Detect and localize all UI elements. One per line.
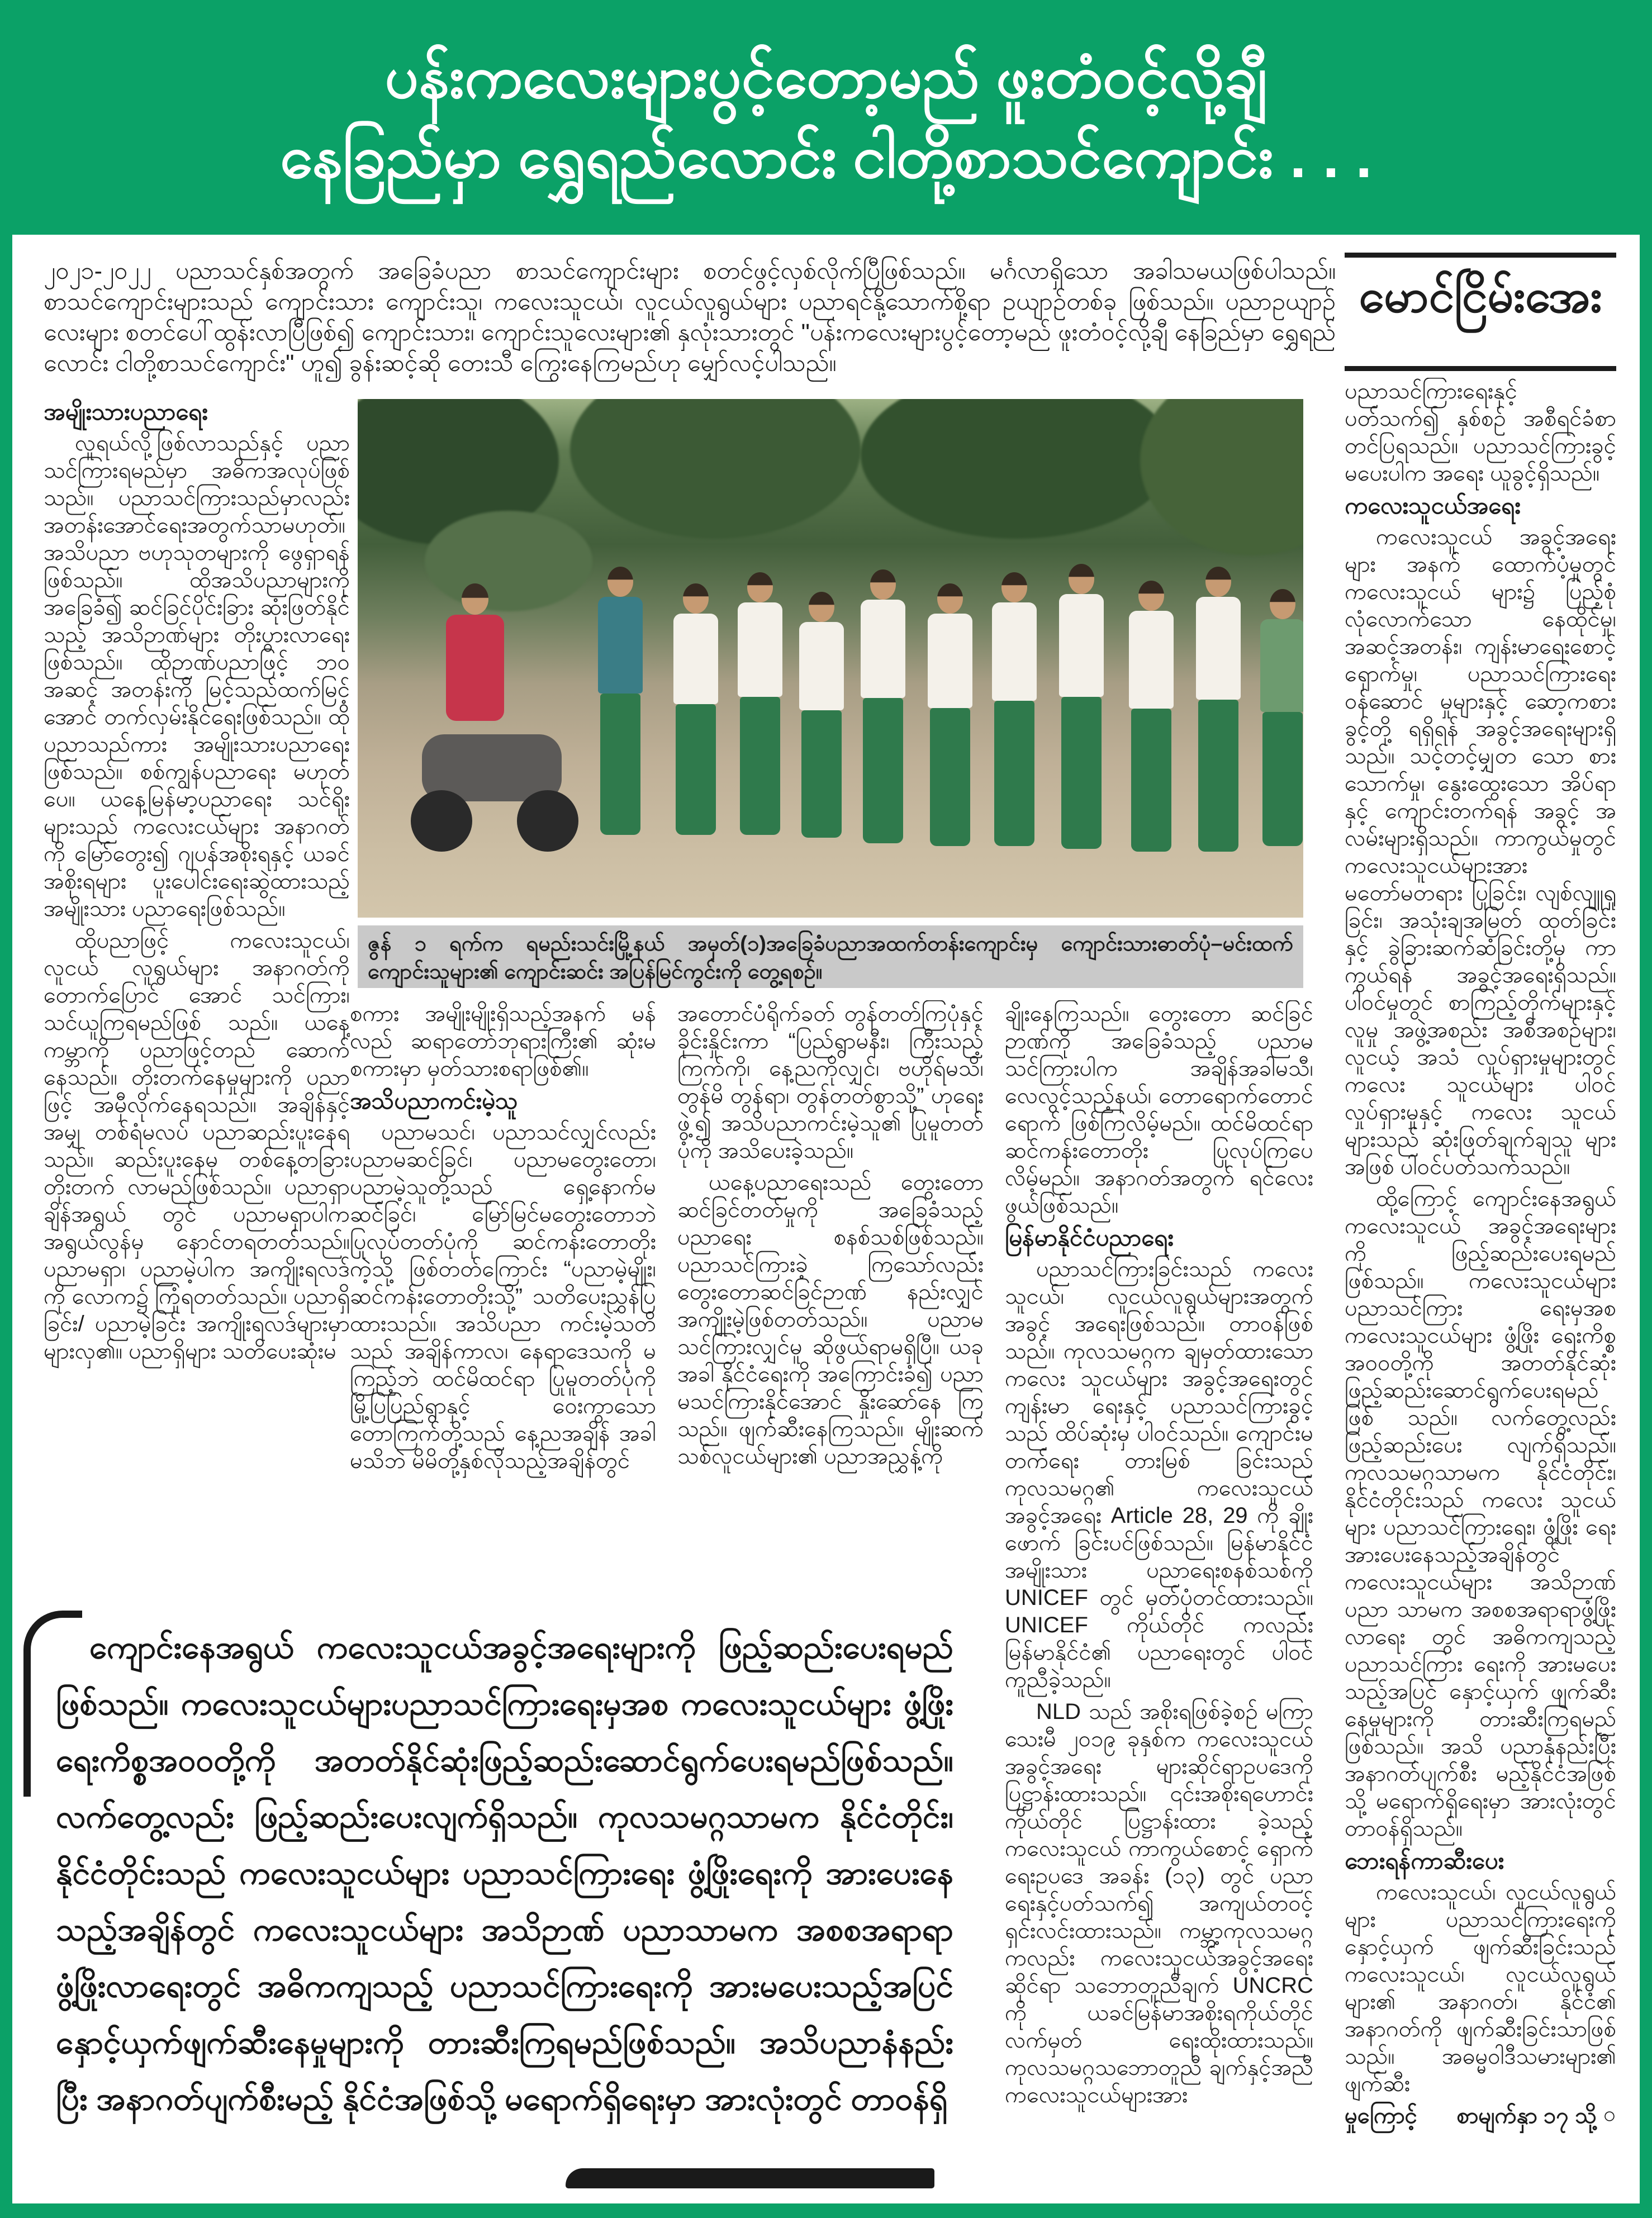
rider-red-dress	[446, 615, 504, 721]
body-column-3	[677, 1000, 984, 1597]
rider-head	[462, 583, 488, 615]
page-border-right	[1640, 0, 1652, 2218]
column2-paragraph-2: ပညာမသင်၊ ပညာသင်လျှင်လည်း ပညာမဆင်ခြင်၊ ပညာမတွေးတော၊ ပညာမဲ့သူတို့သည် ရှေ့နောက်မဆင်ခြင်၊ မြော်မြင်မတွေးတောဘဲ ပြုလုပ်တတ်ပုံကို ဆင်ကန်းတောတိုးကဲ့သို့ ဖြစ်တတ်ကြောင်း “ပညာမဲ့မျိုး၊ ဆင်ကန်းတောတိုးသို့” သတိပေးညွှန်ပြထားသည်။ အသိပညာ ကင်းမဲ့သတိသည် အချိန်ကာလ၊ နေရာဒေသကို မကြည့်ဘဲ ထင်မိထင်ရာ ပြုမူတတ်ပုံကို မြို့ပြပြည်ရွာနှင့် ဝေးကွာသော တောကြက်တို့သည် နေ့ညအချိန် အခါမသိဘဲ မိမိတို့နှစ်လိုသည့်အချိန်တွင်	[350, 1120, 656, 1473]
column4-paragraph-3: NLD သည် အစိုးရဖြစ်ခဲ့စဉ် မကြာသေးမီ ၂၀၁၉ ခုနှစ်က ကလေးသူငယ်အခွင့်အရေး များဆိုင်ရာဥပဒေကို ပြဋ္ဌာန်းထားသည်။ ၎င်းအစိုးရဟောင်းကိုယ်တိုင် ပြဋ္ဌာန်းထား ခဲ့သည့် ကလေးသူငယ် ကာကွယ်စောင့် ရှောက်ရေးဥပဒေ အခန်း (၁၃) တွင် ပညာ ရေးနှင့်ပတ်သက်၍ အကျယ်တဝင့် ရှင်းလင်းထားသည်။ ကမ္ဘာ့ကုလသမဂ္ဂ ကလည်း ကလေးသူငယ်အခွင့်အရေး ဆိုင်ရာ သဘောတူညီချက် UNCRC ကို ယခင်မြန်မာအစိုးရကိုယ်တိုင် လက်မှတ် ရေးထိုးထားသည်။ ကုလသမဂ္ဂသဘောတူညီ ချက်နှင့်အညီ ကလေးသူငယ်များအား	[1005, 1699, 1313, 2107]
student-figure	[738, 572, 782, 835]
pull-quote-text: ကျောင်းနေအရွယ် ကလေးသူငယ်အခွင့်အရေးများကို ဖြည့်ဆည်းပေးရမည်ဖြစ်သည်။ ကလေးသူငယ်များပညာသင်ကြားရေးမှအစ ကလေးသူငယ်များ ဖွံ့ဖြိုးရေးကိစ္စအဝဝတို့ကို အတတ်နိုင်ဆုံးဖြည့်ဆည်းဆောင်ရွက်ပေးရမည်ဖြစ်သည်။ လက်တွေ့လည်း ဖြည့်ဆည်းပေးလျက်ရှိသည်။ ကုလသမဂ္ဂသာမက နိုင်ငံတိုင်း၊ နိုင်ငံတိုင်းသည် ကလေးသူငယ်များ ပညာသင်ကြားရေး ဖွံ့ဖြိုးရေးကို အားပေးနေသည့်အချိန်တွင် ကလေးသူငယ်များ အသိဉာဏ် ပညာသာမက အစစအရာရာဖွံ့ဖြိုးလာရေးတွင် အဓိကကျသည့် ပညာသင်ကြားရေးကို အားမပေးသည့်အပြင် နှောင့်ယှက်ဖျက်ဆီးနေမှုများကို တားဆီးကြရမည်ဖြစ်သည်။ အသိပညာနံနည်းပြီး အနာဂတ်ပျက်စီးမည့် နိုင်ငံအဖြစ်သို့ မရောက်ရှိရေးမှာ အားလုံးတွင် တာဝန်ရှိ	[56, 1630, 953, 2117]
pull-quote-box	[23, 1605, 974, 2204]
end-of-article-mark: ○	[1602, 2103, 1616, 2128]
page-border-left	[0, 0, 12, 2218]
jump-right-text: စာမျက်နှာ ၁၇ သို့	[1456, 2103, 1597, 2128]
student-figure	[799, 592, 844, 838]
left-column-paragraph-1: လူရယ်လို့ဖြစ်လာသည်နှင့် ပညာ သင်ကြားရမည်မှာ အဓိကအလုပ်ဖြစ် သည်။ ပညာသင်ကြားသည်မှာလည်း အတန်းအောင်ရေးအတွက်သာမဟုတ်။ အသိပညာ ဗဟုသုတများကို ဖွေရှာရန် ဖြစ်သည်။ ထိုအသိပညာများကို အခြေခံ၍ ဆင်ခြင်ပိုင်းခြား ဆုံးဖြတ်နိုင်သည့် အသိဉာဏ်များ တိုးပွားလာရေးဖြစ်သည်။ ထိုဉာဏ်ပညာဖြင့် ဘဝအဆင့် အတန်းကို မြင့်သည်ထက်မြင့်အောင် တက်လှမ်းနိုင်ရေးဖြစ်သည်။ ထိုပညာသည်ကား အမျိုးသားပညာရေးဖြစ်သည်။ စစ်ကျွန်ပညာရေး မဟုတ်ပေ။ ယနေ့မြန်မာ့ပညာရေး သင်ရိုးများသည် ကလေးငယ်များ အနာဂတ်ကို မြော်တွေး၍ ဂျပန်အစိုးရနှင့် ယခင်အစိုးရများ ပူးပေါင်းရေးဆွဲထားသည့် အမျိုးသား ပညာရေးဖြစ်သည်။	[44, 431, 350, 921]
section-heading-myanmar-education: မြန်မာနိုင်ငံပညာရေး	[1005, 1224, 1174, 1251]
body-column-2	[350, 1000, 656, 1597]
masthead	[0, 0, 1652, 235]
student-figure	[1129, 581, 1174, 852]
left-column	[44, 395, 350, 1596]
student-figure	[928, 583, 972, 846]
page-border-bottom	[0, 2203, 1652, 2218]
column3-paragraph-1: အတောင်ပံရိုက်ခတ် တွန်တတ်ကြပုံနှင့် ခိုင်းနှိုင်းကာ “ပြည်ရွာမနီး၊ ကြီးသည့် ကြက်ကို၊ နေ့ညကိုလျှင်၊ ဗဟိုရ်မသိ၊ တွန်မိ တွန်ရာ၊ တွန်တတ်စွာသို့” ဟုရေးဖွဲ့၍ အသိပညာကင်းမဲ့သူ၏ ပြုမူတတ်ပုံကို အသိပေးခဲ့သည်။	[677, 1001, 984, 1163]
column2-paragraph-1: စကား အမျိုးမျိုးရှိသည့်အနက် မန်လည် ဆရာတော်ဘုရားကြီး၏ ဆုံးမစကားမှာ မှတ်သားစရာဖြစ်၏။	[350, 1001, 656, 1081]
body-column-4	[1005, 1000, 1313, 2207]
student-figure	[1260, 589, 1303, 846]
right-column	[1345, 378, 1616, 2205]
headline-line-2: နေခြည်မှာ ရွှေရည်လောင်း ငါတို့စာသင်ကျောင်း . . .	[279, 124, 1373, 190]
student-figure	[861, 569, 905, 843]
motorbike-wheel	[411, 790, 472, 852]
jump-left-text: မှုကြောင့်	[1345, 2103, 1417, 2128]
left-column-paragraph-2: ထိုပညာဖြင့် ကလေးသူငယ်၊ လူငယ် လူရွယ်များ အနာဂတ်ကို တောက်ပြောင် အောင် သင်ကြား၊ သင်ယူကြရမည်ဖြစ် သည်။ ယနေ့ကမ္ဘာကို ပညာဖြင့်တည် ဆောက်နေသည်။ တိုးတက်နေမှုများကို ပညာဖြင့် အမှီလိုက်နေရသည်။ အချိန်နှင့်အမျှ တစ်ရံမလပ် ပညာဆည်းပူးနေရသည်။ ဆည်းပူးနေမှ တစ်နေ့တခြား တိုးတက် လာမည်ဖြစ်သည်။ ပညာရှာချိန်အရွယ် တွင် ပညာမရှာပါက အရွယ်လွန်မှ နောင်တရတတ်သည်။ ပညာမရှာ၊ ပညာမဲ့ပါက အကျိုးရလဒ်ကို လောက၌ ကြုံရတတ်သည်။ ပညာရှိခြင်း/ ပညာမဲ့ခြင်း အကျိုးရလဒ်များမှာ များလှ၏။ ပညာရှိများ သတိပေးဆုံးမ	[44, 928, 350, 1364]
column3-paragraph-2: ယနေ့ပညာရေးသည် တွေးတော ဆင်ခြင်တတ်မှုကို အခြေခံသည့် ပညာရေး စနစ်သစ်ဖြစ်သည်။ ပညာသင်ကြားခဲ့ ကြသော်လည်း တွေးတောဆင်ခြင်ဉာဏ် နည်းလျှင် အကျိုးမဲ့ဖြစ်တတ်သည်။ ပညာမသင်ကြားလျှင်မူ ဆိုဖွယ်ရာမရှိပြီ။ ယခုအခါ နိုင်ငံရေးကို အကြောင်းခံ၍ ပညာမသင်ကြားနိုင်အောင် နှိုးဆော်နေ ကြသည်။ ဖျက်ဆီးနေကြသည်။ မျိုးဆက် သစ်လူငယ်များ၏ ပညာအညွှန့်ကို	[677, 1170, 984, 1469]
section-heading-national-education: အမျိုးသားပညာရေး	[44, 398, 208, 425]
intro-paragraph: ၂၀၂၁-၂၀၂၂ ပညာသင်နှစ်အတွက် အခြေခံပညာ စာသင်ကျောင်းများ စတင်ဖွင့်လှစ်လိုက်ပြီဖြစ်သည်။ မင်္ဂလာရှိသော အခါသမယဖြစ်ပါသည်။ စာသင်ကျောင်းများသည် ကျောင်းသား ကျောင်းသူ၊ ကလေးသူငယ်၊ လူငယ်လူရွယ်များ ပညာရင်နို့သောက်စို့ရာ ဥယျာဉ်တစ်ခု ဖြစ်သည်။ ပညာဥယျာဉ်လေးများ စတင်ပေါ်ထွန်းလာပြီဖြစ်၍ ကျောင်းသား၊ ကျောင်းသူလေးများ၏ နှလုံးသားတွင် "ပန်းကလေးများပွင့်တော့မည် ဖူးတံဝင့်လို့ချီ နေခြည်မှာ ရွှေရည်လောင်း ငါတို့စာသင်ကျောင်း" ဟူ၍ ခွန်းဆင့်ဆို တေးသီ ကြွေးနေကြမည်ဟု မျှော်လင့်ပါသည်။	[44, 258, 1336, 377]
right-column-paragraph-2: ထို့ကြောင့် ကျောင်းနေအရွယ် ကလေးသူငယ် အခွင့်အရေးများကို ဖြည့်ဆည်းပေးရမည်ဖြစ်သည်။ ကလေးသူငယ်များ ပညာသင်ကြား ရေးမှအစ ကလေးသူငယ်များ ဖွံ့ဖြိုး ရေးကိစ္စအဝဝတို့ကို အတတ်နိုင်ဆုံး ဖြည့်ဆည်းဆောင်ရွက်ပေးရမည်ဖြစ် သည်။ လက်တွေ့လည်း ဖြည့်ဆည်းပေး လျက်ရှိသည်။ ကုလသမဂ္ဂသာမက နိုင်ငံတိုင်း၊ နိုင်ငံတိုင်းသည် ကလေး သူငယ်များ ပညာသင်ကြားရေး၊ ဖွံ့ဖြိုး ရေး အားပေးနေသည့်အချိန်တွင် ကလေးသူငယ်များ အသိဉာဏ်ပညာ သာမက အစစအရာရာဖွံ့ဖြိုးလာရေး တွင် အဓိကကျသည့် ပညာသင်ကြား ရေးကို အားမပေးသည့်အပြင် နှောင့်ယှက် ဖျက်ဆီးနေမှုများကို တားဆီးကြရမည်ဖြစ်သည်။ အသိ ပညာနုံနည်းပြီး အနာဂတ်ပျက်စီး မည့်နိုင်ငံအဖြစ်သို့ မရောက်ရှိရေးမှာ အားလုံးတွင်တာဝန်ရှိသည်။	[1345, 1186, 1616, 1841]
motorbike-rider	[442, 583, 509, 721]
author-box	[1345, 253, 1616, 371]
student-figure	[1196, 567, 1241, 852]
section-heading-child-affairs: ကလေးသူငယ်အရေး	[1345, 492, 1521, 519]
author-name: မောင်ငြိမ်းအေး	[1359, 271, 1602, 322]
column4-paragraph-2: ပညာသင်ကြားခြင်းသည် ကလေး သူငယ်၊ လူငယ်လူရွယ်များအတွက် အခွင့် အရေးဖြစ်သည်။ တာဝန်ဖြစ်သည်။ ကုလသမဂ္ဂက ချမှတ်ထားသော ကလေး သူငယ်များ အခွင့်အရေးတွင် ကျန်းမာ ရေးနှင့် ပညာသင်ကြားခွင့်သည် ထိပ်ဆုံးမှ ပါဝင်သည်။ ကျောင်းမတက်ရေး တားမြစ် ခြင်းသည် ကုလသမဂ္ဂ၏ ကလေးသူငယ် အခွင့်အရေး Article 28, 29 ကို ချိုးဖောက် ခြင်းပင်ဖြစ်သည်။ မြန်မာနိုင်ငံ အမျိုးသား ပညာရေးစနစ်သစ်ကို UNICEF တွင် မှတ်ပုံတင်ထားသည်။ UNICEF ကိုယ်တိုင် ကလည်း မြန်မာနိုင်ငံ၏ ပညာရေးတွင် ပါဝင်ကူညီခဲ့သည်။	[1005, 1257, 1313, 1692]
photo-caption	[358, 925, 1303, 988]
headline-line-1: ပန်းကလေးများပွင့်တော့မည် ဖူးတံဝင့်လို့ချီ	[384, 44, 1268, 111]
continued-to-page-note	[1345, 2102, 1616, 2130]
student-figure	[598, 567, 643, 835]
author-rule-top	[1345, 253, 1616, 258]
section-heading-protect-from-danger: ဘေးရန်ကာဆီးပေး	[1345, 1847, 1504, 1874]
motorbike-wheel	[517, 790, 578, 852]
student-figure	[673, 583, 718, 835]
tree-foliage	[570, 399, 861, 539]
section-heading-ignorant-person: အသိပညာကင်းမဲ့သူ	[350, 1087, 518, 1114]
student-figure	[992, 572, 1037, 846]
right-column-paragraph-0: ပညာသင်ကြားရေးနှင့် ပတ်သက်၍ နှစ်စဉ် အစီရင်ခံစာတင်ပြရသည်။ ပညာသင်ကြားခွင့်မပေးပါက အရေး ယူခွင့်ရှိသည်။	[1345, 379, 1616, 486]
quote-close-bar-icon	[566, 2168, 934, 2188]
right-column-paragraph-1: ကလေးသူငယ် အခွင့်အရေးများ အနက် ထောက်ပံ့မှုတွင် ကလေးသူငယ် များ၌ ပြည့်စုံလုံလောက်သော နေထိုင်မှု၊ အဆင့်အတန်း၊ ကျန်းမာရေးစောင့် ရှောက်မှု၊ ပညာသင်ကြားရေး ဝန်ဆောင် မှုများနှင့် ဆော့ကစားခွင့်တို့ ရရှိရန် အခွင့်အရေးများရှိသည်။ သင့်တင့်မျှတ သော စားသောက်မှု၊ နွေးထွေးသော အိပ်ရာနှင့် ကျောင်းတက်ရန် အခွင့် အလမ်းများရှိသည်။ ကာကွယ်မှုတွင် ကလေးသူငယ်များအား မတော်မတရား ပြုခြင်း၊ လျစ်လျူရှုခြင်း၊ အသုံးချအမြတ် ထုတ်ခြင်းနှင့် ခွဲခြားဆက်ဆံခြင်းတို့မှ ကာကွယ်ရန် အခွင့်အရေးရှိသည်။ ပါဝင်မှုတွင် စာကြည့်တိုက်များနှင့် လူမှု အဖွဲ့အစည်း အစီအစဉ်များ၊ လူငယ့် အသံ လှုပ်ရှားမှုများတွင် ကလေး သူငယ်များ ပါဝင်လှုပ်ရှားမှုနှင့် ကလေး သူငယ်များသည် ဆုံးဖြတ်ချက်ချသူ များအဖြစ် ပါဝင်ပတ်သက်သည်။	[1345, 525, 1616, 1179]
right-column-paragraph-3: ကလေးသူငယ်၊ လူငယ်လူရွယ်များ ပညာသင်ကြားရေးကို နှောင့်ယှက် ဖျက်ဆီးခြင်းသည် ကလေးသူငယ်၊ လူငယ်လူရွယ်များ၏ အနာဂတ်၊ နိုင်ငံ၏ အနာဂတ်ကို ဖျက်ဆီးခြင်းသာဖြစ် သည်။ အဓမ္မဝါဒီသမားများ၏ ဖျက်ဆီး	[1345, 1880, 1616, 2096]
author-rule-bottom	[1345, 366, 1616, 371]
photo-credit: ဓာတ်ပုံ–မင်းထက်	[1157, 932, 1293, 956]
student-figure	[1059, 564, 1104, 849]
photo-caption-text: ဇွန် ၁ ရက်က ရမည်းသင်းမြို့နယ် အမှတ်(၁)အခြေခံပညာအထက်တန်းကျောင်းမှ ကျောင်းသား ကျောင်းသူများ၏ ကျောင်းဆင်း အပြန်မြင်ကွင်းကို တွေ့ရစဉ်။	[368, 932, 1157, 984]
tree-foliage	[1140, 399, 1303, 555]
tree-foliage	[861, 399, 1174, 539]
photo-students-leaving-school	[358, 399, 1303, 918]
column4-paragraph-1: ချိုးနေကြသည်။ တွေးတော ဆင်ခြင်ဉာဏ်ကို အခြေခံသည့် ပညာမသင်ကြားပါက အချိန်အခါမသီ၊ လေလွင့်သည့်နယ်၊ တောရောက်တောင်ရောက် ဖြစ်ကြလိမ့်မည်။ ထင်မိထင်ရာ ဆင်ကန်းတောတိုး ပြုလုပ်ကြပေလိမ့်မည်။ အနာဂတ်အတွက် ရင်လေးဖွယ်ဖြစ်သည်။	[1005, 1001, 1313, 1218]
